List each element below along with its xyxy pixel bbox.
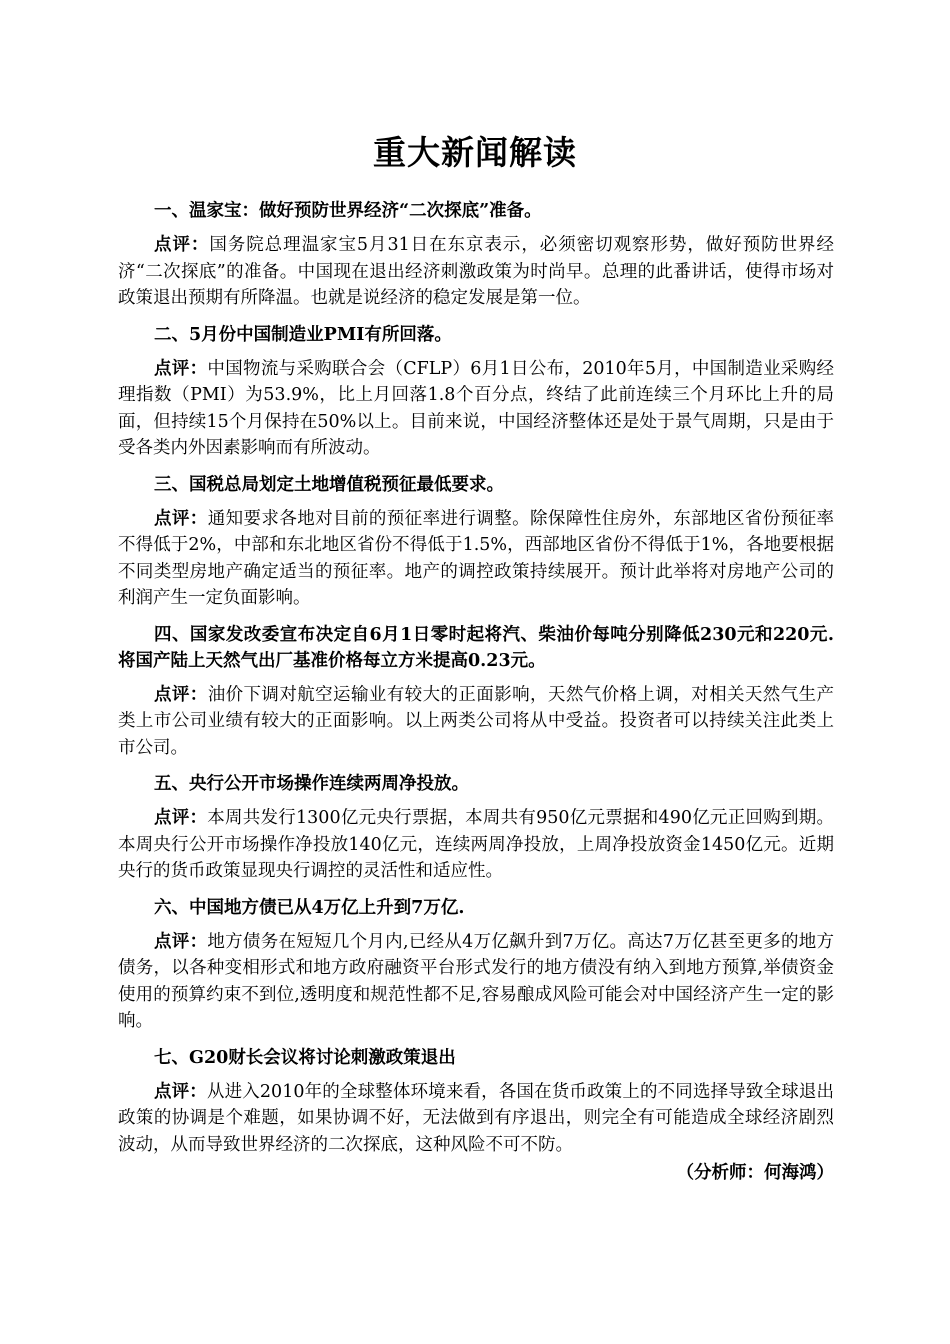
comment-text: 地方债务在短短几个月内,已经从4万亿飙升到7万亿。高达7万亿甚至更多的地方债务，以各种变相形式和地方政府融资平台形式发行的地方债没有纳入到地方预算,举债资金使用的预算约束不到位,透明度和规范性都不足,容易酿成风险可能会对中国经济产生一定的影响。 — [118, 931, 835, 1031]
news-item-1 — [118, 198, 834, 312]
comment-label: 点评： — [154, 931, 208, 952]
news-heading: 七、G20财长会议将讨论刺激政策退出 — [154, 1047, 456, 1068]
news-item-5 — [118, 771, 834, 885]
comment-label: 点评： — [154, 1081, 207, 1102]
comment-text: 通知要求各地对目前的预征率进行调整。除保障性住房外，东部地区省份预征率不得低于2%，中部和东北地区省份不得低于1.5%，西部地区省份不得低于1%，各地要根据不同类型房地产确定适当的预征率。地产的调控政策持续展开。预计此举将对房地产公司的利润产生一定负面影响。 — [118, 508, 834, 608]
comment-text: 中国物流与采购联合会（CFLP）6月1日公布，2010年5月，中国制造业采购经理指数（PMI）为53.9%，比上月回落1.8个百分点，终结了此前连续三个月环比上升的局面，但持续15个月保持在50%以上。目前来说，中国经济整体还是处于景气周期，只是由于受各类内外因素影响而有所波动。 — [118, 358, 835, 458]
comment-text: 国务院总理温家宝5月31日在东京表示，必须密切观察形势，做好预防世界经济“二次探底”的准备。中国现在退出经济刺激政策为时尚早。总理的此番讲话，使得市场对政策退出预期有所降温。也就是说经济的稳定发展是第一位。 — [118, 235, 834, 308]
news-comment — [118, 506, 834, 612]
news-heading: 五、央行公开市场操作连续两周净投放。 — [154, 774, 469, 794]
news-item-2 — [118, 322, 834, 462]
news-heading: 二、5月份中国制造业PMI有所回落。 — [154, 324, 452, 345]
comment-label: 点评： — [154, 508, 208, 529]
page-title: 重大新闻解读 — [373, 133, 577, 172]
news-comment — [118, 805, 834, 885]
news-heading: 四、国家发改委宣布决定自6月1日零时起将汽、柴油价每吨分别降低230元和220元.将国产陆上天然气出厂基准价格每立方米提高0.23元。 — [118, 624, 834, 671]
comment-text: 油价下调对航空运输业有较大的正面影响，天然气价格上调，对相关天然气生产类上市公司业绩有较大的正面影响。以上两类公司将从中受益。投资者可以持续关注此类上市公司。 — [118, 684, 834, 758]
comment-label: 点评： — [154, 808, 208, 828]
analyst-signature: （分析师：何海鸿） — [676, 1163, 834, 1183]
comment-label: 点评： — [154, 235, 210, 255]
news-item-7 — [118, 1045, 834, 1159]
comment-text: 本周共发行1300亿元央行票据，本周共有950亿元票据和490亿元正回购到期。本周央行公开市场操作净投放140亿元，连续两周净投放，上周净投放资金1450亿元。近期央行的货币政策显现央行调控的灵活性和适应性。 — [118, 808, 834, 881]
news-list — [118, 198, 834, 1186]
news-comment — [118, 929, 834, 1035]
news-heading: 三、国税总局划定土地增值税预征最低要求。 — [154, 474, 504, 495]
news-heading: 一、温家宝：做好预防世界经济“二次探底”准备。 — [154, 201, 542, 221]
news-comment — [118, 232, 834, 312]
news-comment — [118, 1079, 834, 1159]
comment-label: 点评： — [154, 684, 208, 705]
comment-text: 从进入2010年的全球整体环境来看，各国在货币政策上的不同选择导致全球退出政策的协调是个难题，如果协调不好，无法做到有序退出，则完全有可能造成全球经济剧烈波动，从而导致世界经济的二次探底，这种风险不可不防。 — [118, 1081, 835, 1155]
news-item-4 — [118, 622, 834, 762]
news-heading: 六、中国地方债已从4万亿上升到7万亿. — [154, 897, 465, 918]
news-comment — [118, 682, 834, 762]
news-comment — [118, 356, 834, 462]
comment-label: 点评： — [154, 358, 208, 379]
news-item-3 — [118, 472, 834, 612]
news-item-6 — [118, 895, 834, 1035]
